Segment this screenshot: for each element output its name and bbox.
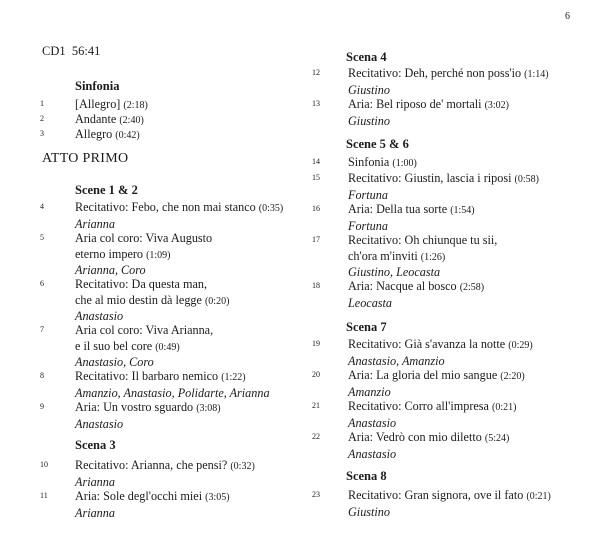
track-number: 6 [40,279,44,288]
track-duration: (0:35) [258,203,284,214]
track-singers: Fortuna [348,218,388,233]
track-number: 8 [40,371,44,380]
track-title [348,202,475,219]
track-number: 16 [312,204,320,213]
track-title-text: Recitativo: Il barbaro nemico [75,369,219,383]
track-duration: (0:20) [204,295,230,307]
track-number: 11 [40,491,48,500]
scena-4-heading: Scena 4 [346,50,387,64]
track-title [75,489,230,506]
track-title-text: Aria: Della tua sorte [348,202,448,216]
track-number: 14 [312,157,320,166]
track-title-text: Recitativo: Già s'avanza la notte [348,337,506,351]
track-number: 9 [40,402,44,411]
scena-5-6-heading: Scene 5 & 6 [346,137,409,151]
track-singers: Giustino [348,113,390,128]
track-title-text: Recitativo: Febo, che non mai stanco [75,200,256,214]
track-title [348,155,417,172]
track-item [40,323,213,371]
track-duration: (2:18) [123,100,148,111]
track-number: 4 [40,202,44,211]
track-number: 21 [312,401,320,410]
track-title [75,400,221,417]
track-title [348,430,509,447]
track-duration: (0:21) [492,402,517,413]
track-title-text: Recitativo: Corro all'impresa [348,399,489,413]
track-item [312,337,533,369]
track-duration: (0:21) [526,491,551,502]
track-duration: (2:58) [459,282,485,293]
track-number: 19 [312,339,320,348]
track-singers: Giustino, Leocasta [348,265,441,279]
track-singers: Amanzio, Anastasio, Polidarte, Arianna [75,385,270,400]
track-title [75,247,212,264]
track-singers: Anastasio [75,416,124,431]
track-singers: Anastasio, Coro [75,355,154,369]
track-title [348,97,509,114]
track-title-text: Recitativo: Da questa man, [75,277,207,291]
track-title-text: Aria: Bel riposo de' mortali [348,97,482,111]
track-title [348,66,549,83]
track-item [312,171,539,203]
track-number: 15 [312,173,320,182]
track-title-text: Aria: Nacque al bosco [348,279,457,293]
track-number: 17 [312,235,320,244]
track-item [312,399,516,431]
track-duration: (1:14) [524,69,549,80]
track-duration: (3:02) [484,100,510,111]
track-title [348,249,497,266]
track-item [40,127,140,144]
track-title [75,369,270,386]
track-duration: (1:00) [392,158,417,169]
track-singers: Arianna [75,505,115,520]
track-item [40,458,255,490]
track-title-text: Sinfonia [348,155,390,169]
cd-header [42,44,100,59]
track-duration: (2:40) [119,115,144,126]
track-title-text: Recitativo: Arianna, che pensi? [75,458,228,472]
track-title [348,399,516,416]
track-title-text: e il suo bel core [75,338,153,353]
track-duration: (0:32) [230,461,255,472]
track-item [40,277,229,325]
track-item [40,369,270,401]
track-singers: Arianna [75,216,115,231]
track-title [348,488,551,505]
track-title-text: Aria: La gloria del mio sangue [348,368,498,382]
track-title [75,339,213,356]
track-item [312,97,509,129]
track-singers: Anastasio, Amanzio [348,353,445,368]
track-item [312,368,525,400]
track-title-text: eterno impero [75,246,144,261]
track-title [75,127,140,144]
track-number: 3 [40,129,44,138]
track-singers: Anastasio [75,309,124,323]
track-title [75,323,213,339]
sinfonia-heading: Sinfonia [75,79,120,93]
track-number: 5 [40,233,44,242]
track-item [40,231,212,279]
track-singers: Amanzio [348,384,391,399]
track-duration: (3:08) [196,403,221,414]
track-title-text: Allegro [75,127,113,141]
track-number: 10 [40,460,48,469]
track-number: 18 [312,281,320,290]
track-singers: Arianna, Coro [75,263,146,277]
track-item [312,279,484,311]
track-item [312,202,475,234]
track-duration: (5:24) [484,433,510,444]
track-item [312,430,509,462]
track-item [312,66,549,98]
track-item [40,400,221,432]
track-duration: (2:20) [500,371,525,382]
scena-8-heading: Scena 8 [346,469,387,483]
track-title-text: Aria: Sole degl'occhi miei [75,489,203,503]
track-title-text: Recitativo: Giustin, lascia i riposi [348,171,512,185]
scene-3-heading: Scena 3 [75,438,116,452]
track-item [40,200,283,232]
cd-label: CD1 [42,44,66,58]
track-number: 12 [312,68,320,77]
track-title [75,293,229,310]
track-number: 22 [312,432,320,441]
track-number: 23 [312,490,320,499]
track-item [312,155,417,172]
track-title-text: che al mio destin dà legge [75,292,202,307]
track-item [40,489,230,521]
track-singers: Arianna [75,474,115,489]
track-singers: Anastasio [348,415,397,430]
track-duration: (1:26) [420,251,446,263]
track-item [312,488,551,520]
track-singers: Giustino [348,82,390,97]
track-title-text: Aria: Vedrò con mio diletto [348,430,482,444]
track-title-text: Recitativo: Oh chiunque tu sii, [348,233,498,247]
track-title-text: Aria: Un vostro sguardo [75,400,194,414]
track-singers: Anastasio [348,446,397,461]
track-title [75,458,255,475]
track-number: 13 [312,99,320,108]
track-duration: (1:09) [146,249,171,261]
track-title [75,231,212,247]
track-number: 2 [40,114,44,123]
track-title [348,368,525,385]
track-title [348,171,539,188]
track-title-text: Andante [75,112,117,126]
track-singers: Leocasta [348,295,393,310]
track-number: 1 [40,99,44,108]
track-title-text: Aria col coro: Viva Augusto [75,231,213,245]
cd-duration: 56:41 [71,44,101,58]
track-title [348,233,497,249]
track-title-text: Recitativo: Gran signora, ove il fato [348,488,524,502]
track-duration: (1:54) [450,205,475,216]
track-item [312,233,497,281]
track-title [348,279,484,296]
track-title [75,200,283,217]
track-title [348,337,533,354]
track-title-text: Recitativo: Deh, perché non poss'io [348,66,522,80]
track-singers: Giustino [348,504,390,519]
track-number: 20 [312,370,320,379]
track-title-text: [Allegro] [75,97,121,111]
track-duration: (1:22) [221,372,246,383]
track-duration: (0:58) [514,174,539,185]
scena-7-heading: Scena 7 [346,320,387,334]
track-number: 7 [40,325,44,334]
track-duration: (3:05) [205,492,230,503]
track-title-text: Aria col coro: Viva Arianna, [75,323,214,337]
act-title: ATTO PRIMO [42,151,129,166]
track-duration: (0:42) [115,130,140,141]
track-title-text: ch'ora m'inviti [348,248,418,263]
track-title [75,277,229,293]
track-singers: Fortuna [348,187,388,202]
scene-1-2-heading: Scene 1 & 2 [75,183,138,197]
track-duration: (0:49) [155,341,180,353]
page-number: 6 [565,11,570,22]
track-duration: (0:29) [508,340,533,351]
